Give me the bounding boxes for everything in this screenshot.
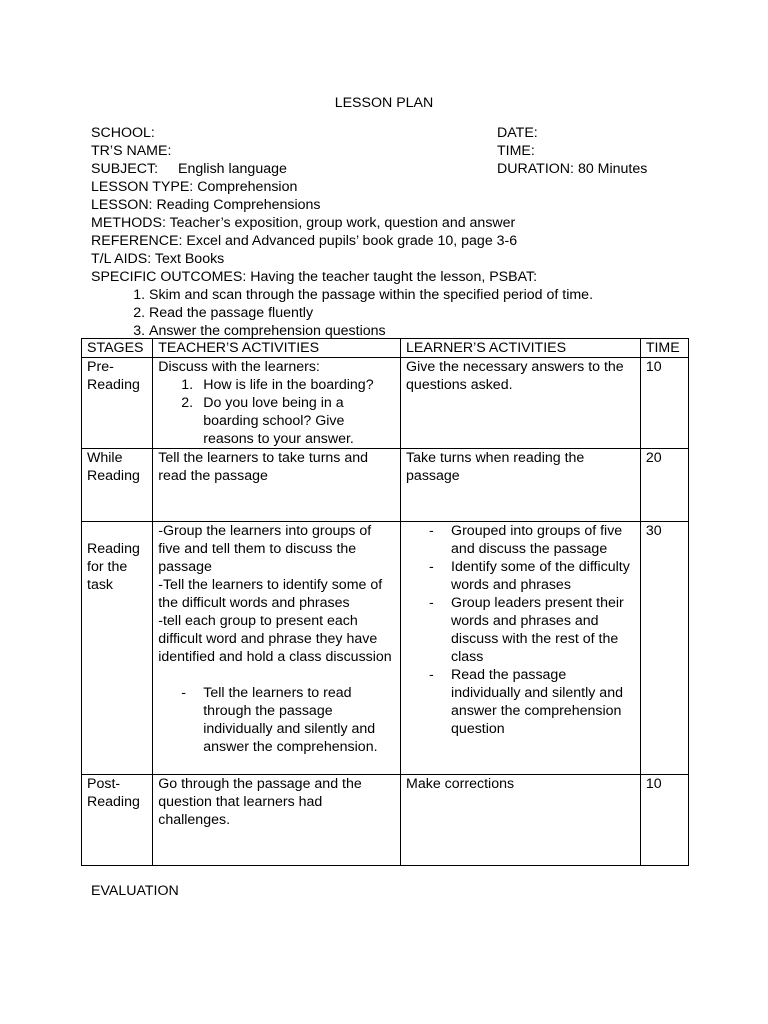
table-row-post-reading (82, 775, 689, 866)
column-header-stages: STAGES (82, 339, 153, 358)
table-header-row (82, 339, 689, 358)
stage-cell: Pre- Reading (82, 358, 153, 449)
table-row-pre-reading (82, 358, 689, 449)
column-header-learner-activities: LEARNER’S ACTIVITIES (401, 339, 641, 358)
evaluation-heading: EVALUATION (91, 883, 179, 899)
lesson-type-label: LESSON TYPE: (91, 179, 194, 195)
column-header-teacher-activities: TEACHER’S ACTIVITIES (153, 339, 401, 358)
outcome-item: 1. Skim and scan through the passage within the specified period of time. (149, 286, 593, 304)
reference-value: Excel and Advanced pupils’ book grade 10, page 3-6 (186, 233, 518, 249)
specific-outcomes-value: : Having the teacher taught the lesson, PSBAT: (242, 269, 538, 285)
teacher-activity-cell: Discuss with the learners: 1. How is life in the boarding? 2. Do you love being in a boarding school? Give reasons to your answer. (153, 358, 401, 449)
duration-value: 80 Minutes (577, 161, 648, 177)
outcomes-list (134, 286, 593, 340)
lesson-value: Reading Comprehensions (156, 197, 321, 213)
outcome-item: 3. Answer the comprehension questions (149, 322, 593, 340)
subject-label: SUBJECT: (91, 161, 159, 177)
list-item: - Group leaders present their words and phrases and discuss with the rest of the class (429, 595, 624, 665)
stage-cell: While Reading (82, 449, 153, 522)
learner-activity-cell: Give the necessary answers to the questions asked. (401, 358, 641, 449)
table-row-reading-for-task (82, 522, 689, 775)
lesson-header (91, 124, 711, 286)
time-cell: 20 (640, 449, 688, 522)
list-item: - Read the passage individually and silently and answer the comprehension question (429, 667, 623, 737)
time-cell: 10 (640, 358, 688, 449)
subject-value: English language (178, 161, 287, 177)
learner-activity-cell (401, 522, 641, 775)
tl-aids-label: T/L AIDS: (91, 251, 152, 267)
methods-label: METHODS: (91, 215, 166, 231)
teacher-activity-cell: Tell the learners to take turns and read the passage (153, 449, 401, 522)
column-header-time: TIME (640, 339, 688, 358)
time-label: TIME: (497, 143, 535, 159)
outcome-item: 2. Read the passage fluently (149, 304, 593, 322)
learner-activity-cell: Take turns when reading the passage (401, 449, 641, 522)
page-title: LESSON PLAN (334, 95, 434, 111)
reference-label: REFERENCE: (91, 233, 183, 249)
learner-activity-cell: Make corrections (401, 775, 641, 866)
lesson-label: LESSON: (91, 197, 153, 213)
tl-aids-value: Text Books (154, 251, 225, 267)
stage-cell: Post- Reading (82, 775, 153, 866)
specific-outcomes-label: SPECIFIC OUTCOMES (91, 269, 243, 285)
list-item: - Identify some of the difficulty words and phrases (429, 559, 630, 593)
teacher-name-label: TR’S NAME: (91, 143, 172, 159)
teacher-activity-cell: -Group the learners into groups of five and tell them to discuss the passage -Tell the learners to identify some of the difficult words and phrases -tell each group to present each difficult word and phrase they have identified and hold a class discussion - Tell the learners to read through the passage individually and silently and answer the comprehension. (153, 522, 401, 775)
list-item: - Grouped into groups of five and discuss the passage (429, 523, 623, 557)
time-cell: 30 (640, 522, 688, 775)
methods-value: Teacher’s exposition, group work, question and answer (169, 215, 516, 231)
school-label: SCHOOL: (91, 125, 155, 141)
lesson-type-value: Comprehension (197, 179, 298, 195)
table-row-while-reading (82, 449, 689, 522)
duration-label: DURATION: (497, 161, 574, 177)
time-cell: 10 (640, 775, 688, 866)
lesson-plan-table (81, 338, 689, 866)
date-label: DATE: (497, 125, 538, 141)
teacher-activity-cell: Go through the passage and the question that learners had challenges. (153, 775, 401, 866)
stage-cell: Reading for the task (82, 522, 153, 775)
